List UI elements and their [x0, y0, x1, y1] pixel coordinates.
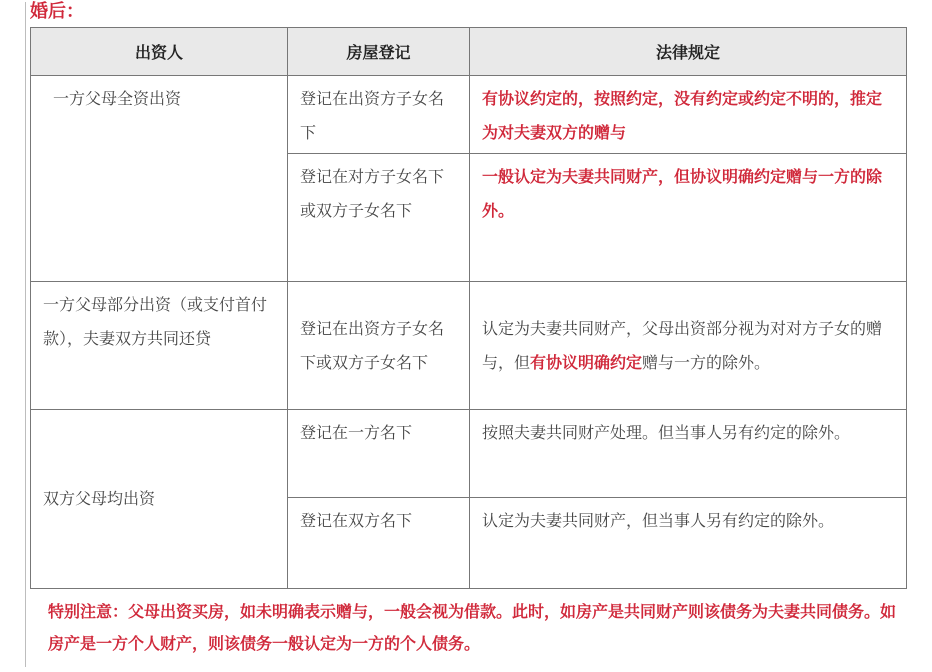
header-registration: 房屋登记 — [288, 28, 470, 76]
left-border-line — [25, 2, 26, 667]
registration-cell — [288, 498, 470, 589]
law-text: 按照夫妻共同财产处理。但当事人另有约定的除外。 — [482, 423, 851, 442]
law-cell — [470, 410, 907, 498]
special-note: 特别注意：父母出资买房，如未明确表示赠与，一般会视为借款。此时，如房产是共同财产则该债务为夫妻共同债务。如房产是一方个人财产，则该债务一般认定为一方的个人债务。 — [48, 602, 897, 653]
law-cell — [470, 498, 907, 589]
registration-text: 登记在一方名下 — [300, 423, 413, 442]
table-header-row — [31, 28, 907, 76]
law-cell — [470, 76, 907, 154]
registration-cell — [288, 154, 470, 282]
law-text: 一般认定为夫妻共同财产，但协议明确约定赠与一方的除外。 — [482, 167, 883, 220]
investor-cell — [31, 282, 288, 410]
law-text-emphasis: 有协议明确约定 — [530, 352, 643, 372]
registration-text: 登记在出资方子女名下或双方子女名下 — [300, 318, 445, 372]
law-cell — [470, 154, 907, 282]
investor-cell — [31, 410, 288, 589]
header-investor: 出资人 — [31, 28, 288, 76]
investor-cell — [31, 76, 288, 282]
registration-cell — [288, 282, 470, 410]
law-text-post: 赠与一方的除外。 — [642, 352, 771, 372]
registration-cell — [288, 76, 470, 154]
investor-text: 双方父母均出资 — [43, 489, 156, 508]
law-text-pre: 认定为夫妻共同财产，父母出资部分视为对对方子女的赠与，但 — [482, 318, 883, 372]
registration-text: 登记在对方子女名下或双方子女名下 — [300, 167, 445, 220]
law-text: 认定为夫妻共同财产，但当事人另有约定的除外。 — [482, 511, 835, 530]
table-row — [31, 410, 907, 498]
header-law: 法律规定 — [470, 28, 907, 76]
investor-text: 一方父母全资出资 — [53, 89, 182, 108]
law-table — [30, 27, 907, 589]
investor-text: 一方父母部分出资（或支付首付款），夫妻双方共同还贷 — [43, 295, 268, 348]
law-cell — [470, 282, 907, 410]
table-row — [31, 282, 907, 410]
section-heading: 婚后： — [30, 1, 84, 22]
registration-text: 登记在双方名下 — [300, 511, 413, 530]
table-row — [31, 76, 907, 154]
registration-cell — [288, 410, 470, 498]
law-text: 有协议约定的，按照约定，没有约定或约定不明的，推定为对夫妻双方的赠与 — [482, 89, 883, 142]
registration-text: 登记在出资方子女名下 — [300, 89, 445, 142]
